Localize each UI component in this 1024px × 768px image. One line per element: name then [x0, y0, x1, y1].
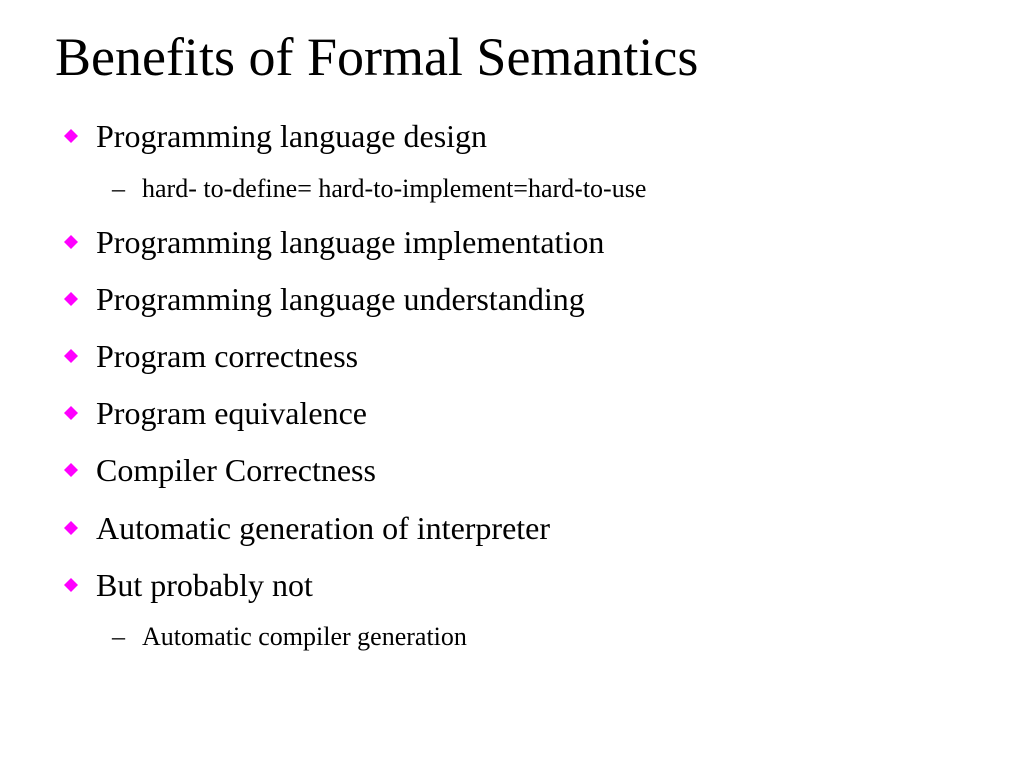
- diamond-bullet-icon: [64, 235, 78, 249]
- list-item: [112, 174, 646, 204]
- diamond-bullet-icon: [64, 521, 78, 535]
- list-item-text: Programming language design: [96, 118, 488, 154]
- list-item-text: Program correctness: [96, 338, 359, 374]
- diamond-bullet-icon: [64, 578, 78, 592]
- dash-bullet-icon: –: [112, 622, 125, 651]
- list-item-text: Programming language implementation: [96, 224, 605, 260]
- list-item-text: Compiler Correctness: [96, 452, 376, 488]
- list-item-text: Automatic compiler generation: [142, 622, 467, 651]
- list-item-text: hard- to-define= hard-to-implement=hard-to-use: [142, 174, 647, 203]
- dash-bullet-icon: –: [112, 174, 125, 203]
- list-item: [64, 224, 604, 260]
- list-item-text: Programming language understanding: [96, 281, 585, 317]
- list-item-text: Automatic generation of interpreter: [96, 510, 551, 546]
- diamond-bullet-icon: [64, 129, 78, 143]
- list-item: [64, 452, 376, 488]
- diamond-bullet-icon: [64, 292, 78, 306]
- list-item-text: Program equivalence: [96, 395, 367, 431]
- list-item: [64, 281, 585, 317]
- list-item: [64, 567, 313, 603]
- list-item: [112, 622, 467, 652]
- list-item: [64, 118, 487, 154]
- diamond-bullet-icon: [64, 406, 78, 420]
- list-item: [64, 510, 550, 546]
- list-item: [64, 395, 367, 431]
- diamond-bullet-icon: [64, 463, 78, 477]
- list-item: [64, 338, 358, 374]
- diamond-bullet-icon: [64, 349, 78, 363]
- list-item-text: But probably not: [96, 567, 313, 603]
- slide-title: Benefits of Formal Semantics: [55, 27, 699, 87]
